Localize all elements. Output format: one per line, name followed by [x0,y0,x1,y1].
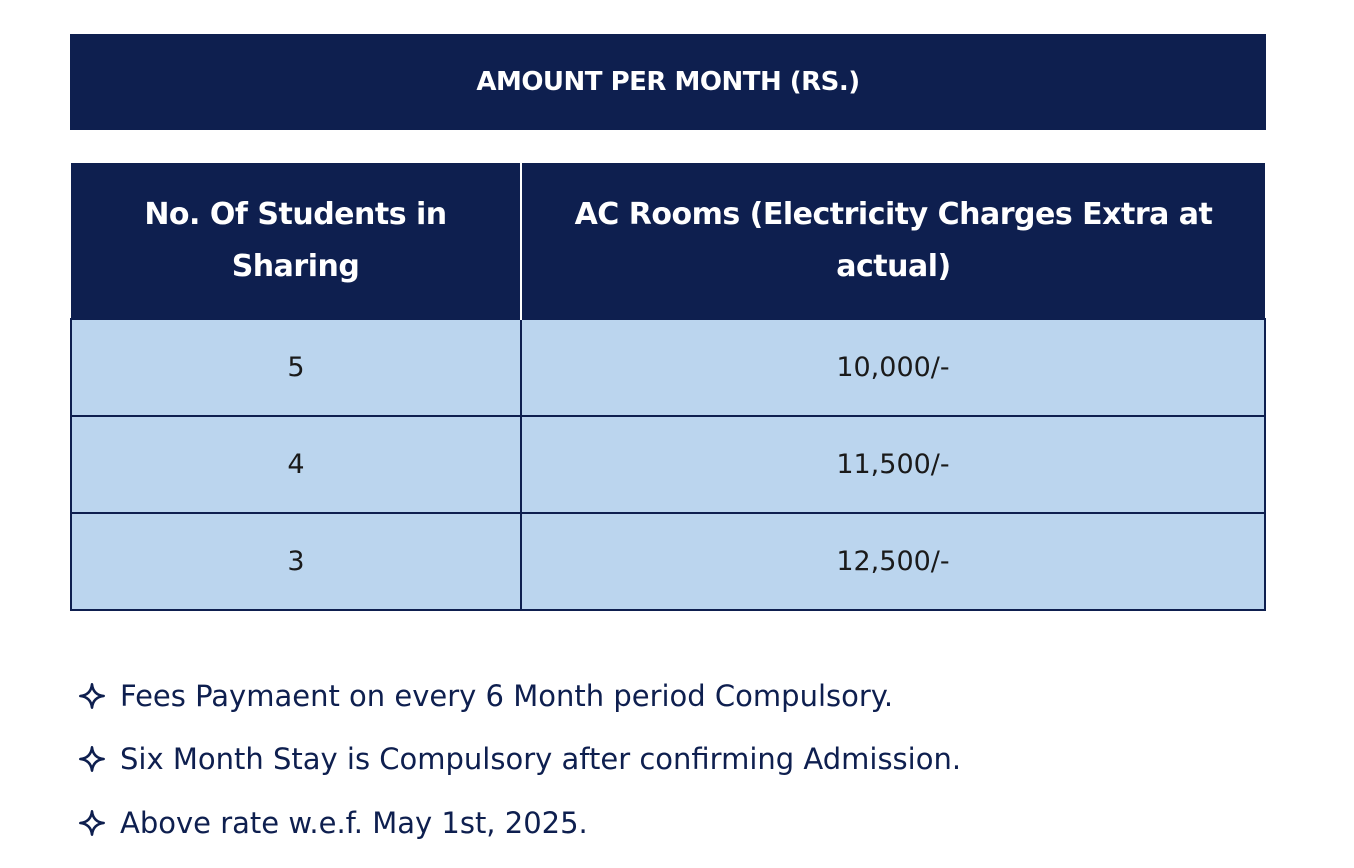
note-text: Above rate w.e.f. May 1st, 2025. [120,805,588,840]
table-row [71,319,1265,416]
sparkle-icon [78,682,106,710]
column-header-ac-rooms: AC Rooms (Electricity Charges Extra at actual) [521,163,1265,319]
cell-amount: 10,000/- [521,319,1265,416]
cell-students: 5 [71,319,521,416]
cell-students: 4 [71,416,521,513]
sparkle-icon [78,809,106,837]
note-text: Six Month Stay is Compulsory after confirming Admission. [120,742,962,777]
note-text: Fees Paymaent on every 6 Month period Compulsory. [120,678,894,713]
list-item [78,728,961,792]
cell-students: 3 [71,513,521,610]
sparkle-icon [78,745,106,773]
page-title: AMOUNT PER MONTH (RS.) [70,34,1266,130]
notes-list [78,664,961,855]
table-row [71,513,1265,610]
fee-table [70,163,1266,611]
cell-amount: 11,500/- [521,416,1265,513]
cell-amount: 12,500/- [521,513,1265,610]
table-header-row [71,163,1265,319]
list-item [78,664,961,728]
list-item [78,791,961,855]
column-header-students: No. Of Students in Sharing [71,163,521,319]
table-row [71,416,1265,513]
